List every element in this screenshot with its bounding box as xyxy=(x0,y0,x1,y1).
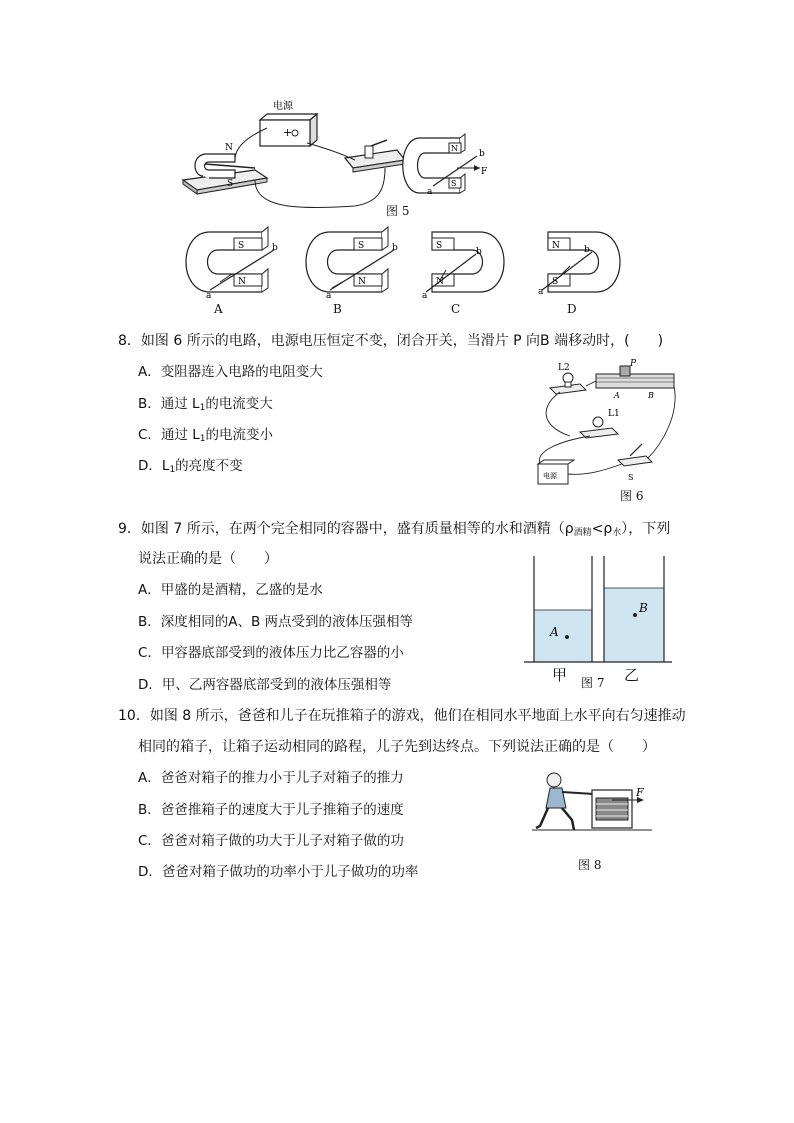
svg-text:S: S xyxy=(227,179,234,189)
q9-option-c[interactable]: C．甲容器底部受到的液体压力比乙容器的小 xyxy=(138,645,404,661)
svg-text:A: A xyxy=(550,625,559,639)
svg-text:B: B xyxy=(648,391,654,400)
svg-text:+: + xyxy=(283,126,293,139)
svg-text:a: a xyxy=(427,187,433,197)
q8-option-d[interactable]: D．$L_1$的亮度不变 xyxy=(138,458,243,475)
svg-text:N: N xyxy=(238,277,246,287)
option-label-d: D xyxy=(567,302,577,316)
option-d-magnet xyxy=(538,232,620,297)
q9-option-a[interactable]: A．甲盛的是酒精，乙盛的是水 xyxy=(138,582,323,598)
svg-text:N: N xyxy=(225,143,233,153)
q9-option-b[interactable]: B．深度相同的A、B 两点受到的液体压强相等 xyxy=(138,614,414,630)
q10-option-c[interactable]: C．爸爸对箱子做的功大于儿子对箱子做的功 xyxy=(138,833,404,849)
svg-text:N: N xyxy=(436,277,444,287)
svg-text:L2: L2 xyxy=(558,363,570,373)
figure-7-label-right: 乙 xyxy=(624,666,640,684)
svg-text:S: S xyxy=(628,473,634,482)
svg-text:S: S xyxy=(358,241,365,251)
figure-7-label-left: 甲 xyxy=(552,666,568,684)
figure-7-caption: 图 7 xyxy=(581,676,605,690)
option-label-b: B xyxy=(333,302,342,316)
svg-text:a: a xyxy=(422,291,428,301)
svg-text:B: B xyxy=(639,601,648,615)
svg-text:P: P xyxy=(630,359,637,369)
q8-option-a[interactable]: A．变阻器连入电路的电阻变大 xyxy=(138,364,323,380)
figure-8-boy-pushing-box xyxy=(532,770,662,840)
svg-text:b: b xyxy=(584,245,590,255)
svg-text:a: a xyxy=(206,291,212,301)
svg-text:N: N xyxy=(552,241,560,251)
svg-text:b: b xyxy=(479,149,485,159)
option-b-magnet xyxy=(306,227,398,301)
magnet-base xyxy=(183,154,267,194)
svg-text:L1: L1 xyxy=(608,409,620,419)
svg-text:N: N xyxy=(358,277,366,287)
svg-text:F: F xyxy=(481,167,488,177)
svg-text:N: N xyxy=(451,144,458,153)
figure-5-options xyxy=(170,222,650,302)
svg-text:S: S xyxy=(552,277,559,287)
svg-text:A: A xyxy=(614,391,620,400)
switch-board xyxy=(345,140,405,172)
q10-option-a[interactable]: A．爸爸对箱子的推力小于儿子对箱子的推力 xyxy=(138,770,404,786)
option-a-magnet xyxy=(186,227,278,301)
q8-option-c[interactable]: C．通过 $L_1$的电流变小 xyxy=(138,427,273,444)
question-9-stem-line1: 9．如图 7 所示，在两个完全相同的容器中，盛有质量相等的水和酒精$(\rho_{酒精}<\rho_水)$，下列 xyxy=(118,521,671,538)
power-label: 电源 xyxy=(273,101,293,112)
option-c-magnet xyxy=(422,232,504,301)
svg-text:b: b xyxy=(476,247,482,257)
question-10-stem-line1: 10．如图 8 所示，爸爸和儿子在玩推箱子的游戏，他们在相同水平地面上水平向右匀速推动 xyxy=(118,708,686,724)
svg-text:S: S xyxy=(436,241,443,251)
svg-text:b: b xyxy=(392,243,398,253)
question-8-stem: 8．如图 6 所示的电路，电源电压恒定不变，闭合开关，当滑片 P 向B 端移动时，( ) xyxy=(118,333,664,349)
svg-text:S: S xyxy=(238,241,245,251)
svg-text:F: F xyxy=(636,786,644,799)
figure-5-caption: 图 5 xyxy=(386,204,410,218)
question-10-stem-line2: 相同的箱子，让箱子运动相同的路程，儿子先到达终点。下列说法正确的是（ ） xyxy=(138,739,656,755)
figure-7-containers xyxy=(524,556,674,688)
figure-6-caption: 图 6 xyxy=(620,489,644,503)
figure-6-circuit xyxy=(530,356,680,496)
q10-option-b[interactable]: B．爸爸推箱子的速度大于儿子推箱子的速度 xyxy=(138,802,404,818)
question-9-stem-line2: 说法正确的是（ ） xyxy=(138,551,278,567)
svg-text:S: S xyxy=(451,179,457,188)
svg-text:b: b xyxy=(272,243,278,253)
q10-option-d[interactable]: D．爸爸对箱子做功的功率小于儿子做功的功率 xyxy=(138,864,419,880)
option-label-c: C xyxy=(451,302,461,316)
svg-text:a: a xyxy=(326,291,332,301)
option-label-a: A xyxy=(214,302,223,316)
q9-option-d[interactable]: D．甲、乙两容器底部受到的液体压强相等 xyxy=(138,677,392,693)
power-source xyxy=(260,114,317,146)
q8-option-b[interactable]: B．通过 $L_1$的电流变大 xyxy=(138,396,273,413)
figure-8-caption: 图 8 xyxy=(578,858,602,872)
magnet-force-diagram xyxy=(403,134,480,193)
svg-text:电源: 电源 xyxy=(543,472,557,480)
svg-text:a: a xyxy=(538,287,544,297)
figure-5-apparatus xyxy=(175,98,505,223)
